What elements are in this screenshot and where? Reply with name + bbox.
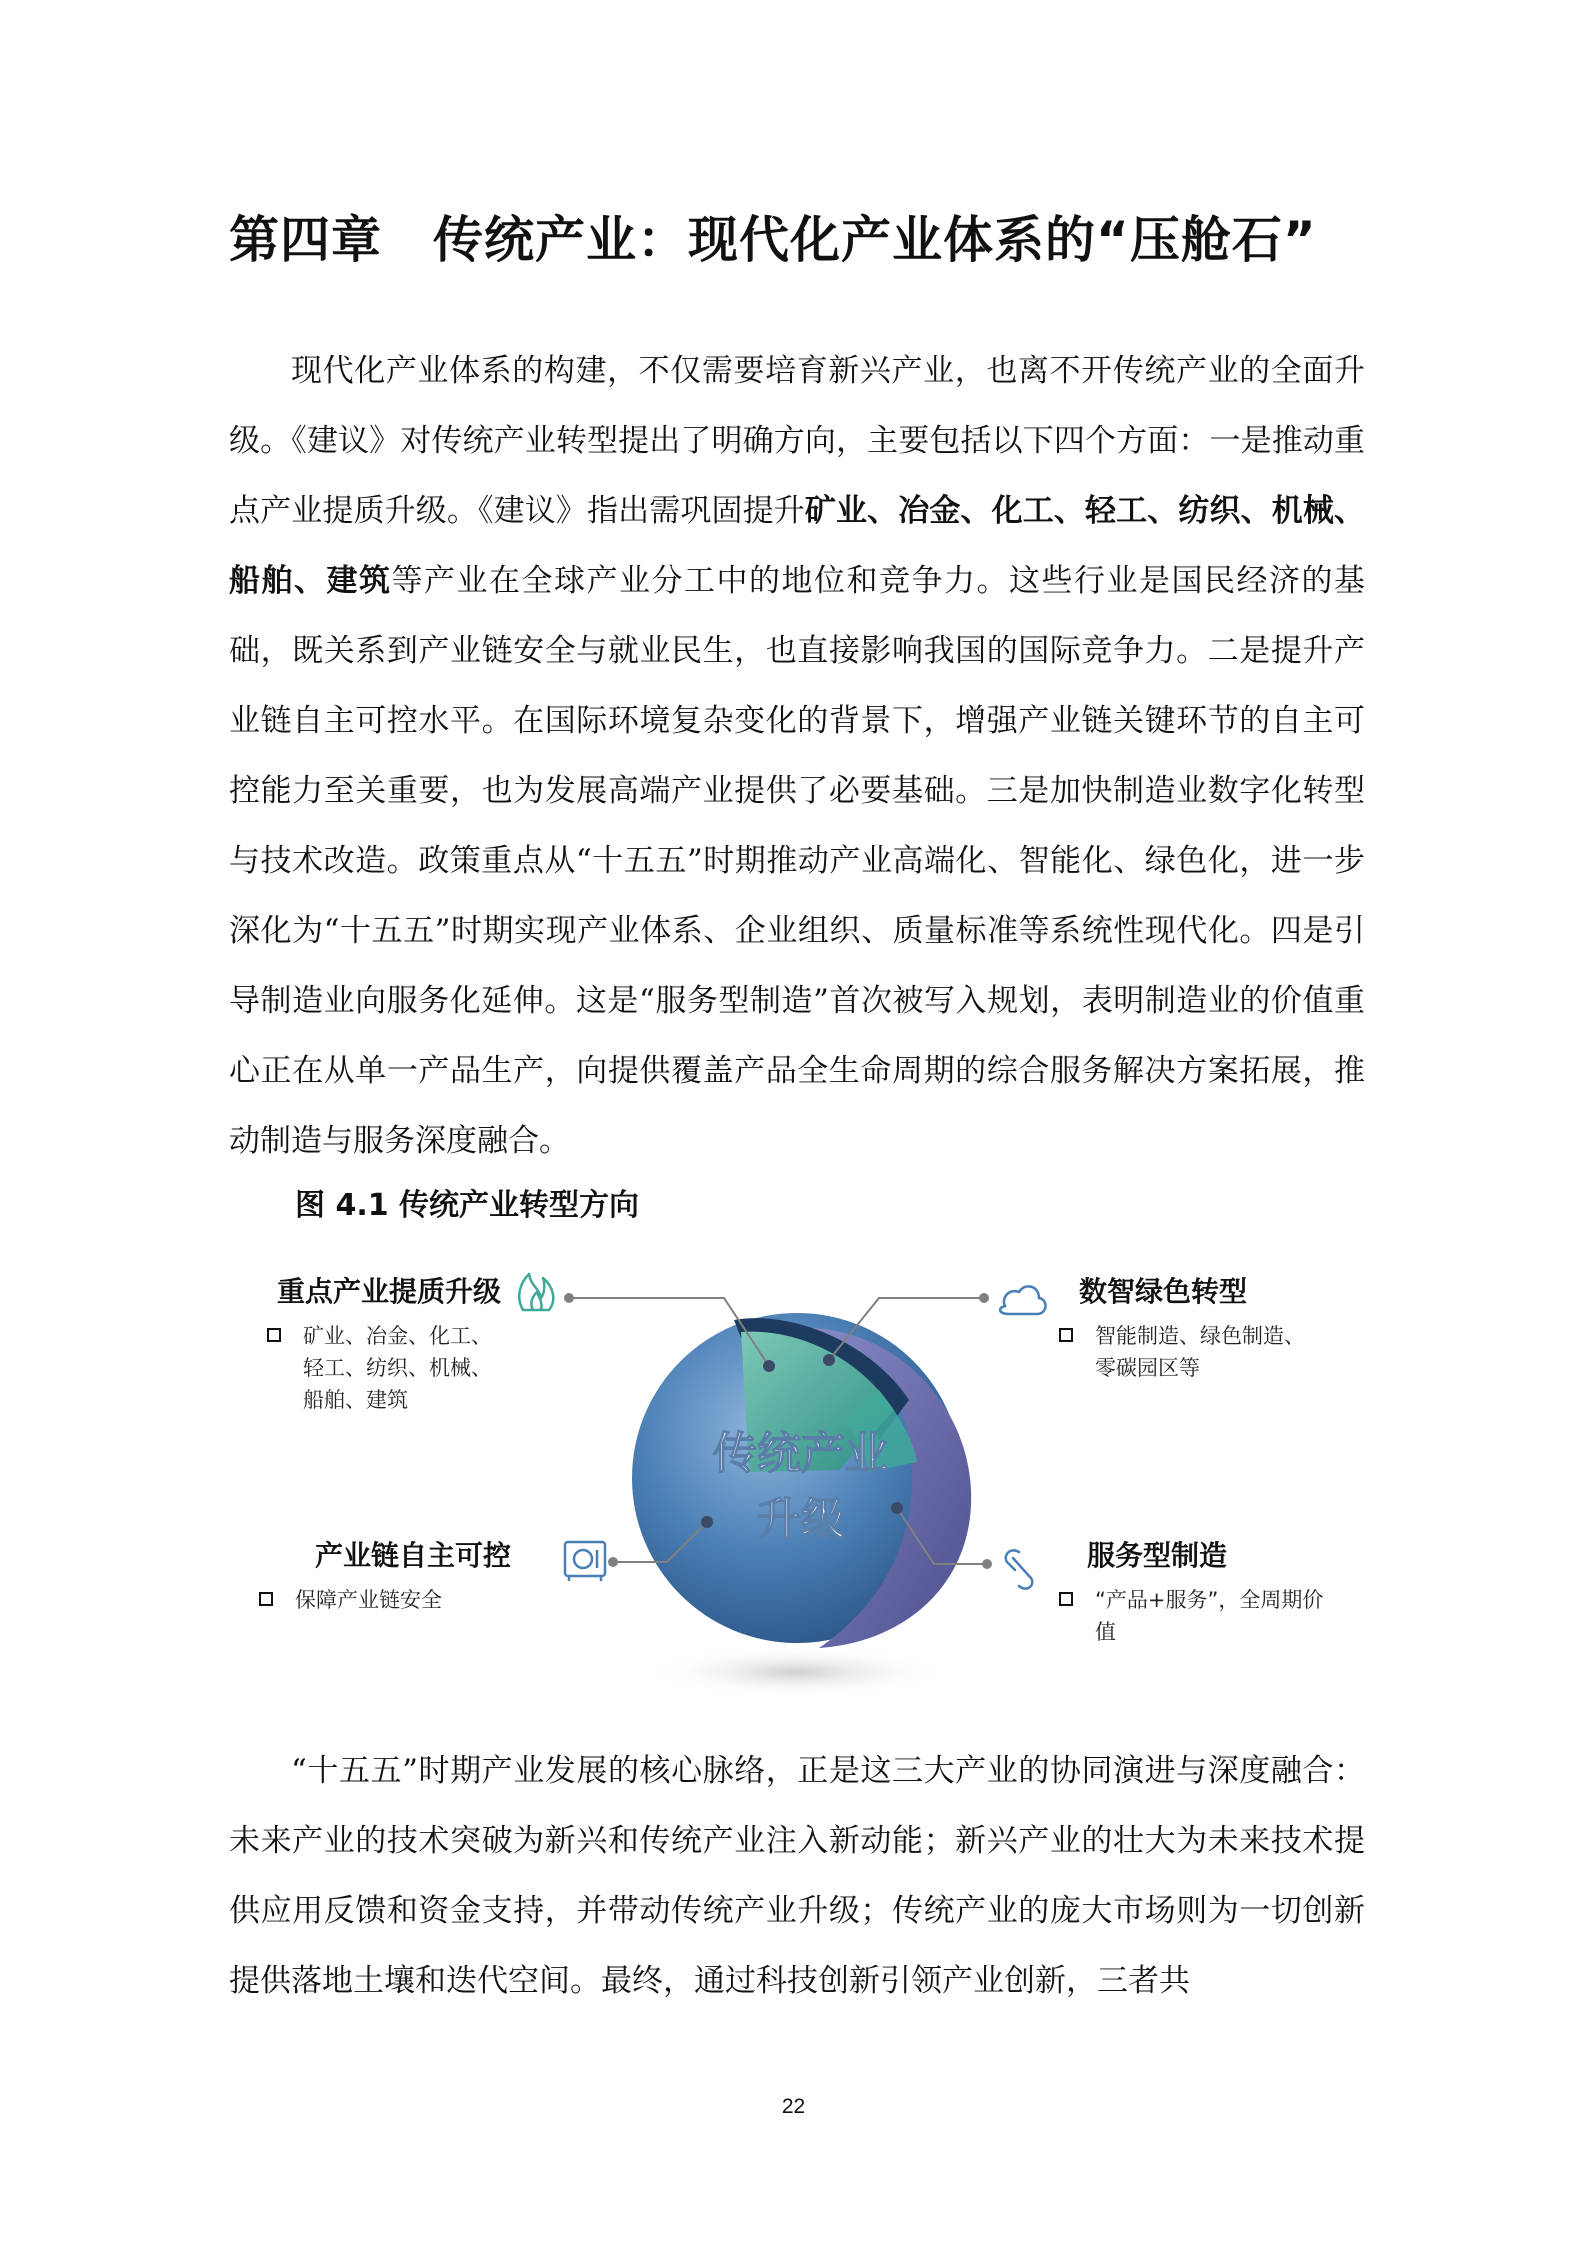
paragraph-intro-bold-industries: 矿业、冶金、化工、轻工、纺织、机械、船舶、建筑 [229, 493, 1365, 599]
sphere-shadow [647, 1646, 947, 1698]
block-bottom-left-text: 保障产业链安全 [295, 1588, 442, 1612]
cloud-icon [1000, 1286, 1046, 1314]
connector-bottom-right-node [891, 1502, 903, 1514]
block-top-left-title: 重点产业提质升级 [277, 1275, 502, 1308]
sphere-label-line1: 传统产业 [713, 1428, 889, 1479]
connector-bottom-left-node [701, 1516, 713, 1528]
bullet-square-icon [1059, 1592, 1073, 1606]
block-bottom-left [259, 1534, 559, 1616]
chapter-title: 第四章 传统产业：现代化产业体系的“压舱石” [229, 211, 1317, 269]
block-bottom-left-item [259, 1584, 559, 1616]
connector-top-left-node [763, 1360, 775, 1372]
block-top-right-title: 数智绿色转型 [1079, 1275, 1248, 1308]
block-bottom-right-title: 服务型制造 [1087, 1539, 1228, 1572]
safe-icon [565, 1542, 605, 1581]
link-icon [1006, 1550, 1033, 1588]
sphere-label-line2: 升级 [757, 1494, 845, 1545]
connector-top-left-dot [564, 1293, 574, 1303]
figure-caption: 图 4.1 传统产业转型方向 [295, 1188, 640, 1223]
bullet-square-icon [259, 1592, 273, 1606]
block-bottom-left-title: 产业链自主可控 [315, 1539, 512, 1572]
block-top-right-item [1059, 1320, 1359, 1384]
block-top-right [1059, 1270, 1359, 1384]
paragraph-intro-text-1: 现代化产业体系的构建，不仅需要培育新兴产业，也离不开传统产业的全面升级。《建议》对传统产业转型提出了明确方向，主要包括以下四个方面：一是推动重点产业提质升级。《建议》指出需巩固提升 [229, 353, 1365, 529]
connector-bottom-left-dot [608, 1557, 618, 1567]
block-bottom-right-text: “产品+服务”，全周期价值 [1095, 1588, 1324, 1644]
bullet-square-icon [267, 1328, 281, 1342]
block-top-left [267, 1270, 517, 1416]
block-bottom-right [1059, 1534, 1359, 1648]
flame-icon [519, 1274, 553, 1310]
figure-transformation-diagram [229, 1240, 1365, 1710]
paragraph-conclusion: “十五五”时期产业发展的核心脉络，正是这三大产业的协同演进与深度融合：未来产业的技术突破为新兴和传统产业注入新动能；新兴产业的壮大为未来技术提供应用反馈和资金支持，并带动传统产业升级；传统产业的庞大市场则为一切创新提供落地土壤和迭代空间。最终，通过科技创新引领产业创新，三者共 [229, 1753, 1365, 1999]
paragraph-intro [229, 336, 1365, 1176]
page-number: 22 [781, 2095, 806, 2118]
paragraph-intro-text-2: 等产业在全球产业分工中的地位和竞争力。这些行业是国民经济的基础，既关系到产业链安全与就业民生，也直接影响我国的国际竞争力。二是提升产业链自主可控水平。在国际环境复杂变化的背景下，增强产业链关键环节的自主可控能力至关重要，也为发展高端产业提供了必要基础。三是加快制造业数字化转型与技术改造。政策重点从“十五五”时期推动产业高端化、智能化、绿色化，进一步深化为“十五五”时期实现产业体系、企业组织、质量标准等系统性现代化。四是引导制造业向服务化延伸。这是“服务型制造”首次被写入规划，表明制造业的价值重心正在从单一产品生产，向提供覆盖产品全生命周期的综合服务解决方案拓展，推动制造与服务深度融合。 [229, 563, 1365, 1159]
bullet-square-icon [1059, 1328, 1073, 1342]
connector-top-right-node [823, 1354, 835, 1366]
block-bottom-right-item [1059, 1584, 1359, 1648]
connector-bottom-right-dot [982, 1559, 992, 1569]
block-top-left-item [267, 1320, 517, 1416]
block-top-right-text: 智能制造、绿色制造、零碳园区等 [1095, 1324, 1305, 1380]
connector-top-right-dot [979, 1293, 989, 1303]
block-top-left-text: 矿业、冶金、化工、轻工、纺织、机械、船舶、建筑 [303, 1324, 492, 1412]
